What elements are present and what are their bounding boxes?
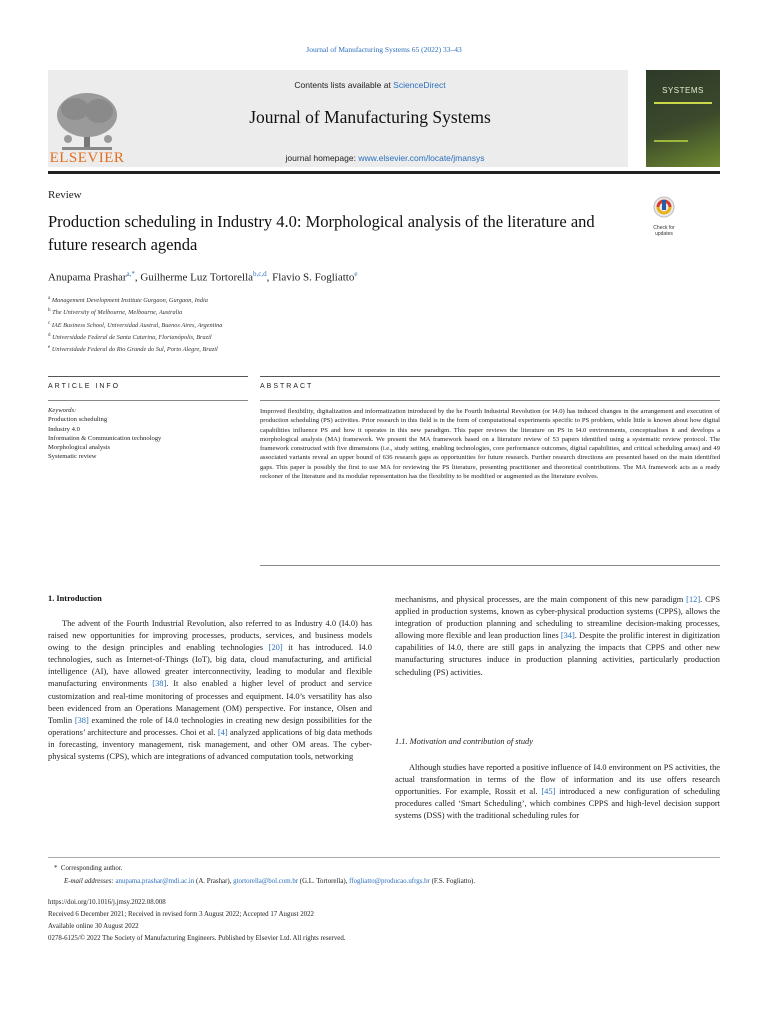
- email-owner: (A. Prashar),: [194, 878, 234, 885]
- contents-prefix: Contents lists available at: [294, 80, 394, 90]
- affiliation-marker: c: [48, 320, 51, 326]
- keyword-item[interactable]: Morphological analysis: [48, 444, 111, 452]
- abstract-bottom-rule: [260, 565, 720, 566]
- copyright-line: 0278-6125/© 2022 The Society of Manufacturing Engineers. Published by Elsevier Ltd. All rights reserved.: [48, 935, 346, 942]
- email-link[interactable]: gtortorella@bol.com.br: [233, 878, 299, 885]
- article-info-label: ARTICLE INFO: [48, 383, 121, 390]
- affiliation-item: [48, 306, 222, 318]
- corresponding-label: Corresponding author.: [60, 865, 123, 872]
- section-heading-introduction: 1. Introduction: [48, 594, 102, 603]
- body-paragraph: [48, 618, 372, 763]
- citation-link[interactable]: [34]: [560, 631, 575, 641]
- author-name[interactable]: Anupama Prashar: [48, 271, 127, 284]
- citation-link[interactable]: [38]: [74, 715, 89, 725]
- cover-stripe: [654, 102, 712, 104]
- paragraph-text: The advent of the Fourth Industrial Revolution, also referred to as Industry 4.0 (I4.0) has raised new opportunities for improving processes, products, services, and business models owing to the design principles and enabling technologies: [48, 619, 372, 653]
- email-addresses: [64, 877, 475, 888]
- author-list: [48, 270, 357, 284]
- asterisk-marker: *: [54, 865, 61, 872]
- body-right-column-continued: [395, 762, 720, 822]
- affiliation-text: Management Development Institute Gurgaon, Gurgaon, India: [51, 297, 208, 305]
- body-left-column: [48, 618, 372, 763]
- contents-line: [200, 80, 540, 90]
- available-online-date: Available online 30 August 2022: [48, 923, 139, 930]
- check-updates-icon: [645, 195, 683, 221]
- citation-link[interactable]: [38]: [152, 679, 167, 689]
- email-link[interactable]: anupama.prashar@mdi.ac.in: [115, 878, 195, 885]
- author-affiliation-marker[interactable]: e: [354, 270, 358, 278]
- paragraph-text: analyzed applications of big data methods in forecasting, inventory management, risk management, and other OM areas. The cyber-physical systems (CPS), which are integrations of advanced computation tools, networking: [48, 727, 372, 762]
- affiliation-marker: d: [48, 332, 51, 338]
- check-updates-label: Check for updates: [653, 225, 675, 237]
- email-owner: (G.L. Tortorella),: [298, 878, 350, 885]
- paragraph-text: . CPS applied in production systems, known as cyber-physical production systems (CPPS), allows the integration of production planning and scheduling to streamline decision-making processes, allowing more flexible and lean production lines: [395, 595, 720, 641]
- elsevier-wordmark: ELSEVIER: [49, 150, 125, 166]
- author-affiliation-marker[interactable]: b,c,d: [253, 270, 267, 278]
- paragraph-text: . It also enabled a higher level of product and service customization and real-time monitoring of processes and equipment. I4.0’s versatility has also been evidenced from an Operations Management (OM) perspective. For instance, Olsen and Tomlin: [48, 679, 372, 725]
- abstract-label: ABSTRACT: [260, 383, 314, 390]
- journal-cover-thumbnail[interactable]: [646, 70, 720, 167]
- affiliation-text: IAE Business School, Universidad Austral, Buenos Aires, Argentina: [51, 321, 223, 329]
- affiliations-list: [48, 294, 222, 355]
- email-label: E-mail addresses:: [64, 878, 114, 885]
- author-separator: ,: [266, 271, 273, 284]
- affiliation-item: [48, 294, 222, 306]
- article-title: Production scheduling in Industry 4.0: Morphological analysis of the literature and future research agenda: [48, 212, 595, 254]
- citation-link[interactable]: [12]: [686, 595, 701, 604]
- article-type: Review: [48, 189, 82, 201]
- received-dates: Received 6 December 2021; Received in revised form 3 August 2022; Accepted 17 August 2022: [48, 911, 314, 918]
- affiliation-item: [48, 331, 222, 343]
- author-name[interactable]: Guilherme Luz Tortorella: [140, 271, 254, 284]
- author-separator: ,: [134, 271, 141, 284]
- journal-citation[interactable]: Journal of Manufacturing Systems 65 (2022) 33–43: [306, 45, 462, 54]
- author-affiliation-marker[interactable]: a,*: [126, 270, 135, 278]
- corresponding-author-note: [54, 864, 123, 875]
- cover-stripe: [654, 140, 688, 142]
- citation-link[interactable]: [45]: [541, 787, 556, 797]
- header-rule: [48, 171, 720, 174]
- journal-homepage-line: [200, 153, 570, 163]
- email-link[interactable]: ffogliatto@producao.ufrgs.br: [349, 878, 430, 885]
- paragraph-text: examined the role of I4.0 technologies in creating new design possibilities for the operations’ architecture and processes. Choi et al.: [48, 715, 372, 737]
- affiliation-item: [48, 319, 222, 331]
- keyword-item[interactable]: Industry 4.0: [48, 425, 80, 433]
- body-paragraph: [395, 762, 720, 822]
- abstract-text: Improved flexibility, digitalization and informatization introduced by the he Fourth Industrial Revolution (or I4.0) has induced changes in the arrangement and execution of production scheduling (PS) activities. Prior research in this field is in the form of computational experiments specific to PS problem, while little is known about how digital capabilities influence PS and how it operates in this new paradigm. This paper reviews the literature on PS in I4.0 environments, conceptualises it and develops a morphological analysis (MA) framework. We present the MA framework based on a literature review of 53 papers identified using a systematic review protocol. The framework constructed with five dimensions (i.e., study setting, enabling technologies, core performance outcomes, digital capabilities, and critical scheduling areas) and 49 associated variants reveal an upper bound of 636 research gaps as opportunities for future research. Further research directions are presented based on the main identified gaps. This paper is possibly the first to use MA for reviewing the PS literature, presenting practitioner and theoretical contributions. The MA framework acts as a ready reckoner of the literature and its modular representation has the flexibility to be modified or augmented as the literature evolves.: [260, 408, 720, 481]
- affiliation-marker: e: [48, 345, 51, 351]
- journal-homepage-link[interactable]: www.elsevier.com/locate/jmansys: [358, 153, 485, 163]
- cover-title-text: SYSTEMS: [662, 86, 704, 95]
- info-mid-rule: [48, 400, 248, 401]
- email-owner: (F.S. Fogliatto).: [429, 878, 476, 885]
- affiliation-text: Universidade Federal de Santa Catarina, Florianópolis, Brazil: [52, 333, 212, 341]
- keyword-item[interactable]: Systematic review: [48, 453, 97, 461]
- homepage-prefix: journal homepage:: [285, 153, 359, 163]
- affiliation-text: The University of Melbourne, Melbourne, Australia: [52, 309, 183, 317]
- affiliation-marker: b: [48, 308, 51, 314]
- sciencedirect-link[interactable]: ScienceDirect: [393, 80, 446, 90]
- cover-small-text: [646, 78, 720, 83]
- paragraph-text: Although studies have reported a positive influence of I4.0 environment on PS activities, the actual transformation in terms of the flow of information and its use offers research opportunities. For example, Rossit et al.: [395, 763, 720, 797]
- abstract-top-rule: [260, 376, 720, 377]
- keywords-label: Keywords:: [48, 407, 77, 414]
- keyword-item[interactable]: Production scheduling: [48, 416, 108, 424]
- keywords-block: [48, 406, 248, 462]
- paragraph-text: mechanisms, and physical processes, are the main component of this new paradigm: [395, 595, 687, 604]
- author-name[interactable]: Flavio S. Fogliatto: [272, 271, 355, 284]
- citation-link[interactable]: [20]: [268, 643, 283, 653]
- journal-title: Journal of Manufacturing Systems: [249, 107, 491, 127]
- keyword-item[interactable]: Information & Communication technology: [48, 434, 162, 442]
- footnote-rule: [48, 857, 720, 858]
- subsection-heading-motivation: 1.1. Motivation and contribution of study: [395, 737, 533, 746]
- paragraph-text: . Despite the prolific interest in digitization capabilities of I4.0, there are still gaps in analyzing the impacts that CPPS and other new manufacturing structures induce in production planning activities, particularly production scheduling (PS) activities.: [395, 631, 720, 677]
- citation-link[interactable]: [4]: [217, 727, 228, 737]
- paragraph-text: it has introduced. I4.0 technologies, such as Internet-of-Things (IoT), big data, cloud manufacturing, and artificial intelligence (AI), have allowed greater interconnectivity, leading to modular and flexible manufacturing environments: [48, 643, 372, 689]
- paragraph-text: introduced a new configuration of scheduling procedures called ‘Smart Scheduling’, which combines CPPS and high-level decision support systems (DSS) with the traditional scheduling rules for: [395, 787, 720, 821]
- abstract-mid-rule: [260, 400, 720, 401]
- check-for-updates-badge[interactable]: [645, 195, 683, 237]
- affiliation-marker: a: [48, 296, 51, 301]
- affiliation-item: [48, 343, 222, 355]
- affiliation-text: Universidade Federal do Rio Grande do Sul, Porto Alegre, Brazil: [51, 346, 218, 354]
- doi-link[interactable]: https://doi.org/10.1016/j.jmsy.2022.08.008: [48, 899, 166, 906]
- body-paragraph: [395, 594, 720, 679]
- info-top-rule: [48, 376, 248, 377]
- body-right-column: [395, 594, 720, 679]
